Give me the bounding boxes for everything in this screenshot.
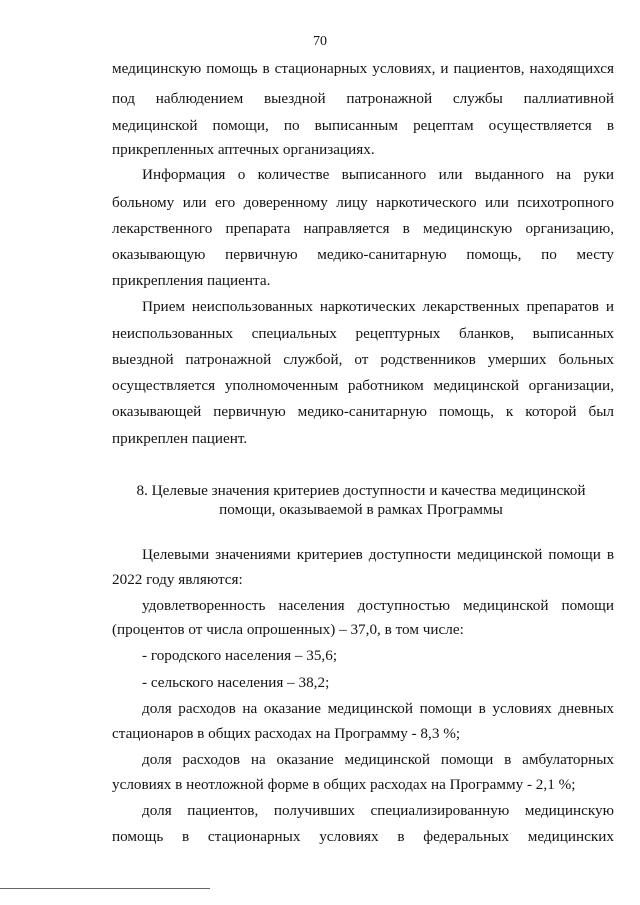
text-line: прикрепленных аптечных организациях. xyxy=(112,141,375,158)
text-line: медицинской помощи, по выписанным рецептам осуществляется в xyxy=(112,117,614,134)
footer-divider xyxy=(0,888,210,889)
text-line: условиях в неотложной форме в общих расходах на Программу - 2,1 %; xyxy=(112,776,576,793)
text-line: Прием неиспользованных наркотических лекарственных препаратов и xyxy=(142,298,614,315)
text-line: прикреплен пациент. xyxy=(112,430,248,447)
text-line: удовлетворенность населения доступностью медицинской помощи xyxy=(142,597,614,614)
text-line: доля расходов на оказание медицинской помощи в амбулаторных xyxy=(142,751,614,768)
text-line: доля расходов на оказание медицинской помощи в условиях дневных xyxy=(142,700,614,717)
text-line: (процентов от числа опрошенных) – 37,0, в том числе: xyxy=(112,621,464,638)
text-line: Информация о количестве выписанного или выданного на руки xyxy=(142,166,614,183)
text-line: оказывающей первичную медико-санитарную помощь, к которой был xyxy=(112,403,614,420)
text-line: выездной патронажной службой, от родственников умерших больных xyxy=(112,351,614,368)
text-line: лекарственного препарата направляется в медицинскую организацию, xyxy=(112,220,614,237)
text-line: больному или его доверенному лицу наркотического или психотропного xyxy=(112,194,614,211)
text-line: осуществляется уполномоченным работником медицинской организации, xyxy=(112,377,614,394)
text-line: помощь в стационарных условиях в федеральных медицинских xyxy=(112,828,614,845)
text-line: оказывающую первичную медико-санитарную помощь, по месту xyxy=(112,246,614,263)
text-line: доля пациентов, получивших специализированную медицинскую xyxy=(142,802,614,819)
text-line: Целевыми значениями критериев доступности медицинской помощи в xyxy=(142,546,614,563)
list-item: - городского населения – 35,6; xyxy=(142,647,338,664)
text-line: неиспользованных специальных рецептурных бланков, выписанных xyxy=(112,325,614,342)
text-line: медицинскую помощь в стационарных условиях, и пациентов, находящихся xyxy=(112,60,614,77)
text-line: 2022 году являются: xyxy=(112,571,243,588)
text-line: под наблюдением выездной патронажной службы паллиативной xyxy=(112,90,614,107)
text-line: стационаров в общих расходах на Программу - 8,3 %; xyxy=(112,725,461,742)
page-number: 70 xyxy=(313,34,327,49)
text-line: прикрепления пациента. xyxy=(112,272,271,289)
list-item: - сельского населения – 38,2; xyxy=(142,674,330,691)
section-heading-line2: помощи, оказываемой в рамках Программы xyxy=(219,501,503,518)
section-heading-line1: 8. Целевые значения критериев доступности и качества медицинской xyxy=(136,482,586,499)
